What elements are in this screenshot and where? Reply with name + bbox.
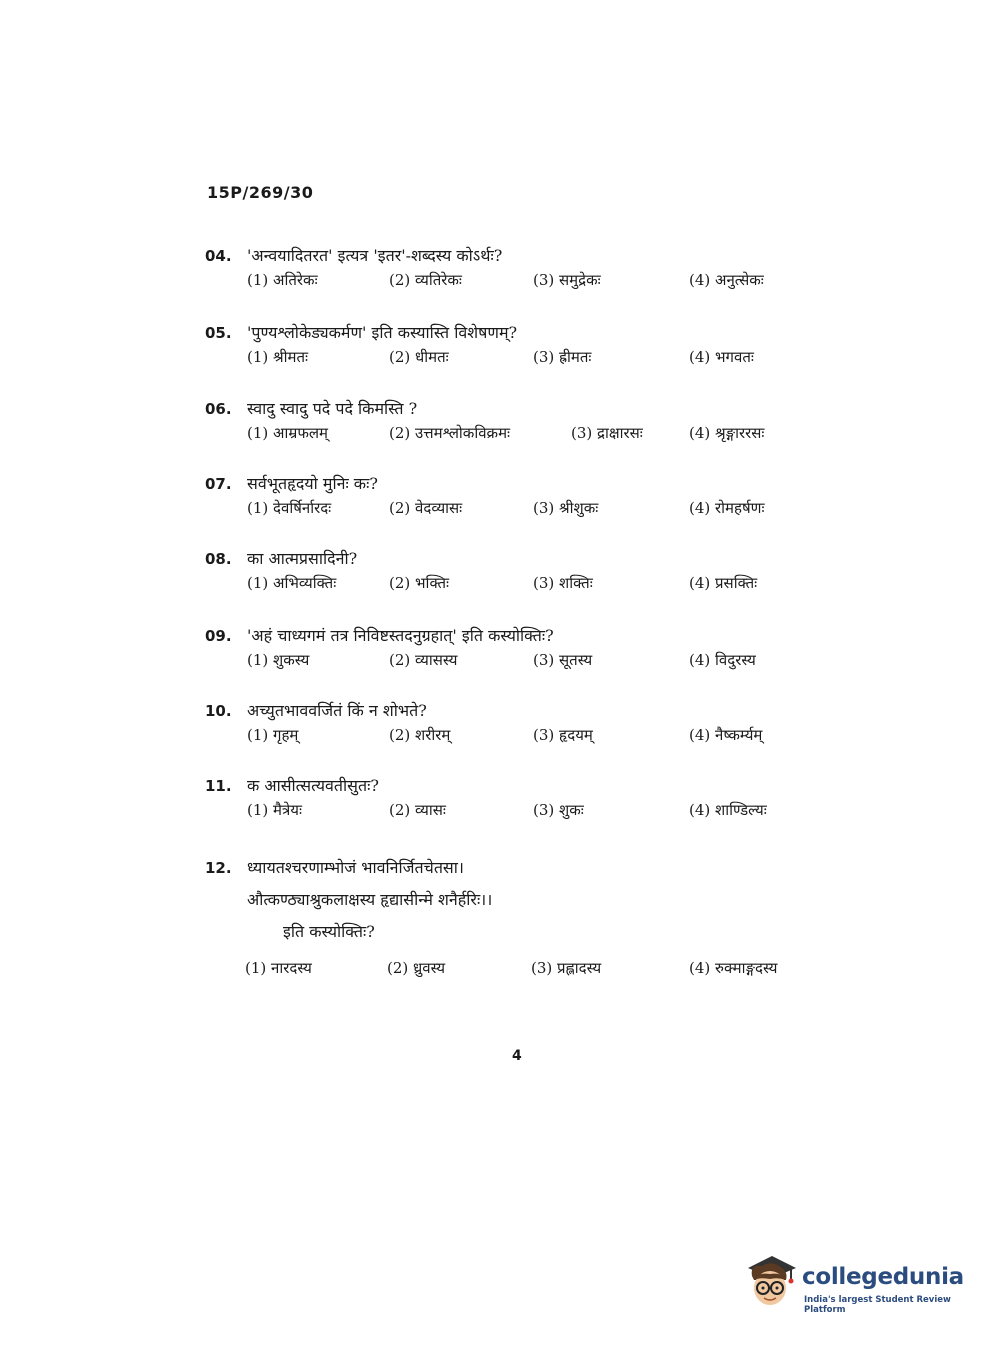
options-row: [205, 498, 825, 522]
question-number: 10.: [205, 702, 232, 720]
option-1: (1) देवर्षिर्नारदः: [247, 499, 332, 517]
question-number: 05.: [205, 324, 232, 342]
question-number: 11.: [205, 777, 232, 795]
option-4: (4) शाण्डिल्यः: [689, 801, 767, 819]
option-2: (2) व्यासस्य: [389, 651, 458, 669]
question-prompt: इति कस्योक्तिः?: [283, 922, 375, 941]
question-10: [205, 699, 825, 749]
question-number: 04.: [205, 247, 232, 265]
brand-tagline: India's largest Student Review Platform: [804, 1295, 951, 1315]
question-text: अच्युतभाववर्जितं किं न शोभते?: [247, 701, 427, 720]
question-07: [205, 472, 825, 522]
options-row: [205, 650, 825, 674]
option-3: (3) द्राक्षारसः: [571, 424, 643, 442]
option-4: (4) विदुरस्य: [689, 651, 756, 669]
option-3: (3) सूतस्य: [533, 651, 593, 669]
question-text: का आत्मप्रसादिनी?: [247, 549, 358, 568]
question-12: [205, 856, 825, 986]
option-2: (2) शरीरम्: [389, 726, 451, 744]
option-2: (2) वेदव्यासः: [389, 499, 463, 517]
question-number: 12.: [205, 859, 232, 877]
option-3: (3) श्रीशुकः: [533, 499, 599, 517]
question-05: [205, 321, 825, 371]
option-3: (3) प्रह्लादस्य: [531, 959, 602, 977]
option-3: (3) शुकः: [533, 801, 584, 819]
option-4: (4) अनुत्सेकः: [689, 271, 764, 289]
option-3: (3) समुद्रेकः: [533, 271, 601, 289]
brand-name: collegedunia: [802, 1264, 964, 1290]
question-06: [205, 397, 825, 447]
question-11: [205, 774, 825, 824]
options-row: [205, 800, 825, 824]
option-2: (2) व्यासः: [389, 801, 446, 819]
option-4: (4) श्रृङ्गाररसः: [689, 424, 765, 442]
question-08: [205, 547, 825, 597]
option-4: (4) भगवतः: [689, 348, 754, 366]
option-1: (1) मैत्रेयः: [247, 801, 302, 819]
option-4: (4) नैष्कर्म्यम्: [689, 726, 763, 744]
collegedunia-logo: [742, 1250, 972, 1314]
question-text: 'अन्वयादितरत' इत्यत्र 'इतर'-शब्दस्य कोऽर्थः?: [247, 246, 503, 265]
question-text: सर्वभूतहृदयो मुनिः कः?: [247, 474, 378, 493]
option-3: (3) ह्रीमतः: [533, 348, 592, 366]
option-2: (2) व्यतिरेकः: [389, 271, 462, 289]
option-2: (2) उत्तमश्लोकविक्रमः: [389, 424, 511, 442]
options-row: [205, 270, 825, 294]
option-2: (2) धीमतः: [389, 348, 449, 366]
option-2: (2) भक्तिः: [389, 574, 450, 592]
option-1: (1) नारदस्य: [245, 959, 312, 977]
options-row: [205, 725, 825, 749]
question-text: 'पुण्यश्लोकेड्यकर्मण' इति कस्यास्ति विशेषणम्?: [247, 323, 518, 342]
option-4: (4) प्रसक्तिः: [689, 574, 758, 592]
verse-line-2: औत्कण्ठ्याश्रुकलाक्षस्य हृद्यासीन्मे शनैर्हरिः।।: [247, 890, 493, 909]
paper-code: 15P/269/30: [207, 183, 314, 202]
option-2: (2) ध्रुवस्य: [387, 959, 446, 977]
options-row: [205, 423, 825, 447]
question-text: स्वादु स्वादु पदे पदे किमस्ति ?: [247, 399, 418, 418]
question-number: 06.: [205, 400, 232, 418]
option-3: (3) हृदयम्: [533, 726, 593, 744]
options-row: [205, 958, 825, 982]
option-1: (1) गृहम्: [247, 726, 299, 744]
question-number: 08.: [205, 550, 232, 568]
option-4: (4) रुक्माङ्गदस्य: [689, 959, 778, 977]
question-text: क आसीत्सत्यवतीसुतः?: [247, 776, 379, 795]
option-3: (3) शक्तिः: [533, 574, 593, 592]
question-number: 09.: [205, 627, 232, 645]
option-1: (1) श्रीमतः: [247, 348, 309, 366]
option-1: (1) शुकस्य: [247, 651, 310, 669]
graduate-mascot-icon: [742, 1250, 798, 1310]
question-04: [205, 244, 825, 294]
option-4: (4) रोमहर्षणः: [689, 499, 765, 517]
question-number: 07.: [205, 475, 232, 493]
option-1: (1) आम्रफलम्: [247, 424, 329, 442]
page-number: 4: [512, 1048, 522, 1064]
options-row: [205, 573, 825, 597]
options-row: [205, 347, 825, 371]
option-1: (1) अभिव्यक्तिः: [247, 574, 337, 592]
question-09: [205, 624, 825, 674]
question-text: ध्यायतश्चरणाम्भोजं भावनिर्जितचेतसा।: [247, 858, 464, 877]
option-1: (1) अतिरेकः: [247, 271, 318, 289]
question-text: 'अहं चाध्यगमं तत्र निविष्टस्तदनुग्रहात्' इति कस्योक्तिः?: [247, 626, 554, 645]
